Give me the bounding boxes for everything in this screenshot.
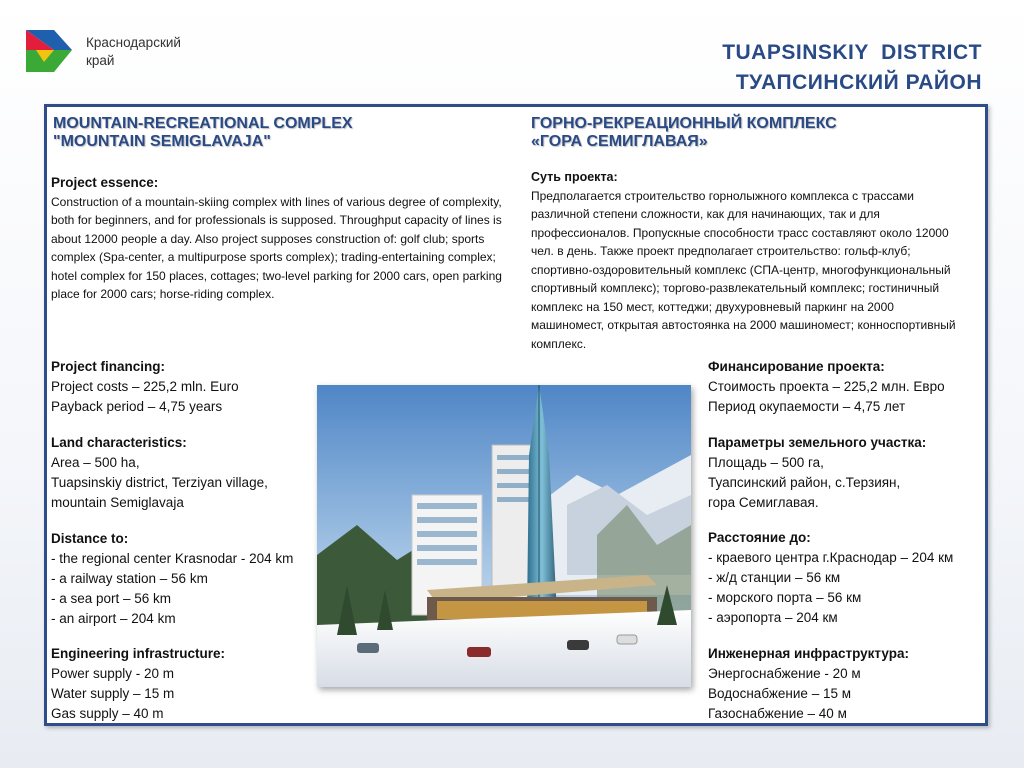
project-essence-en-label: Project essence:: [51, 175, 159, 190]
project-title-en-line1: MOUNTAIN-RECREATIONAL COMPLEX: [53, 115, 353, 132]
project-essence-en-text: Construction of a mountain-skiing complex with lines of various degree of complexity, both for beginners, and for professionals is supposed. Throughput capacity of lines is about 12000 people a day. Also project supposes construction of: golf club; sports complex (Spa-center, a multipurpose sports complex); trading-entertaining complex; hotel complex for 150 places, cottages; two-level parking for 2000 cars, open parking place for 2000 cars; horse-riding complex.: [51, 194, 502, 301]
logo-text: [86, 34, 181, 70]
distance-ru-line: - ж/д станции – 56 км: [708, 570, 841, 585]
financing-en-line: Payback period – 4,75 years: [51, 399, 223, 414]
project-title-en: [53, 115, 353, 151]
distance-en-line: - the regional center Krasnodar - 204 km: [51, 551, 294, 566]
distance-ru: [708, 528, 953, 628]
infrastructure-ru: [708, 644, 909, 724]
district-title-en: TUAPSINSKIY DISTRICT: [722, 41, 982, 64]
distance-en-label: Distance to:: [51, 531, 129, 546]
distance-ru-line: - морского порта – 56 км: [708, 590, 862, 605]
land-ru-line: Туапсинский район, с.Терзиян,: [708, 475, 901, 490]
infrastructure-ru-label: Инженерная инфраструктура:: [708, 646, 909, 661]
land-en-line: Area – 500 ha,: [51, 455, 140, 470]
financing-ru: [708, 357, 945, 417]
infrastructure-en-line: Gas supply – 40 m: [51, 706, 164, 721]
infrastructure-en: [51, 644, 225, 724]
project-title-en-line2: "MOUNTAIN SEMIGLAVAJA": [53, 133, 271, 150]
financing-ru-label: Финансирование проекта:: [708, 359, 885, 374]
project-essence-ru: [531, 168, 961, 353]
content-frame: [44, 104, 988, 726]
resort-rendering-image: [317, 385, 691, 687]
project-title-ru-line2: «ГОРА СЕМИГЛАВАЯ»: [531, 133, 708, 150]
distance-en-line: - a railway station – 56 km: [51, 571, 208, 586]
land-ru: [708, 433, 926, 513]
distance-en-line: - an airport – 204 km: [51, 611, 176, 626]
distance-en-line: - a sea port – 56 km: [51, 591, 172, 606]
financing-en-line: Project costs – 225,2 mln. Euro: [51, 379, 239, 394]
infrastructure-ru-line: Газоснабжение – 40 м: [708, 706, 847, 721]
infrastructure-en-line: Power supply - 20 m: [51, 666, 175, 681]
land-ru-line: Площадь – 500 га,: [708, 455, 824, 470]
project-essence-en: [51, 174, 506, 304]
infrastructure-en-line: Water supply – 15 m: [51, 686, 175, 701]
land-en-line: mountain Semiglavaja: [51, 495, 184, 510]
project-essence-ru-label: Суть проекта:: [531, 170, 618, 184]
district-title-ru: ТУАПСИНСКИЙ РАЙОН: [735, 71, 982, 94]
land-en-line: Tuapsinskiy district, Terziyan village,: [51, 475, 268, 490]
financing-en-label: Project financing:: [51, 359, 166, 374]
financing-ru-line: Период окупаемости – 4,75 лет: [708, 399, 906, 414]
distance-ru-line: - аэропорта – 204 км: [708, 610, 838, 625]
infrastructure-en-label: Engineering infrastructure:: [51, 646, 226, 661]
land-ru-line: гора Семиглавая.: [708, 495, 819, 510]
financing-en: [51, 357, 239, 417]
distance-ru-label: Расстояние до:: [708, 530, 811, 545]
land-ru-label: Параметры земельного участка:: [708, 435, 927, 450]
krasnodar-region-logo: [26, 28, 76, 74]
land-en: [51, 433, 268, 513]
project-title-ru-line1: ГОРНО-РЕКРЕАЦИОННЫЙ КОМПЛЕКС: [531, 115, 837, 132]
land-en-label: Land characteristics:: [51, 435, 187, 450]
district-title: [722, 38, 982, 98]
logo-text-line2: край: [86, 53, 115, 68]
distance-ru-line: - краевого центра г.Краснодар – 204 км: [708, 550, 954, 565]
project-essence-ru-text: Предполагается строительство горнолыжного комплекса с трассами различной степени сложности, как для начинающих, так и для профессионалов. Пропускные способности трасс составляют около 12000 чел. в день. Также проект предполагает строительство: гольф-клуб; спортивно-оздоровительный комплекс (СПА-центр, многофункциональный спортивный комплекс); торгово-развлекательный комплекс; гостиничный комплекс на 150 мест, коттеджи; двухуровневый паркинг на 2000 машиномест, открытая автостоянка на 2000 машиномест; конноспортивный комплекс.: [531, 188, 956, 351]
project-title-ru: [531, 115, 837, 151]
financing-ru-line: Стоимость проекта – 225,2 млн. Евро: [708, 379, 945, 394]
infrastructure-ru-line: Водоснабжение – 15 м: [708, 686, 851, 701]
logo-text-line1: Краснодарский: [86, 35, 181, 50]
distance-en: [51, 529, 293, 629]
infrastructure-ru-line: Энергоснабжение - 20 м: [708, 666, 861, 681]
